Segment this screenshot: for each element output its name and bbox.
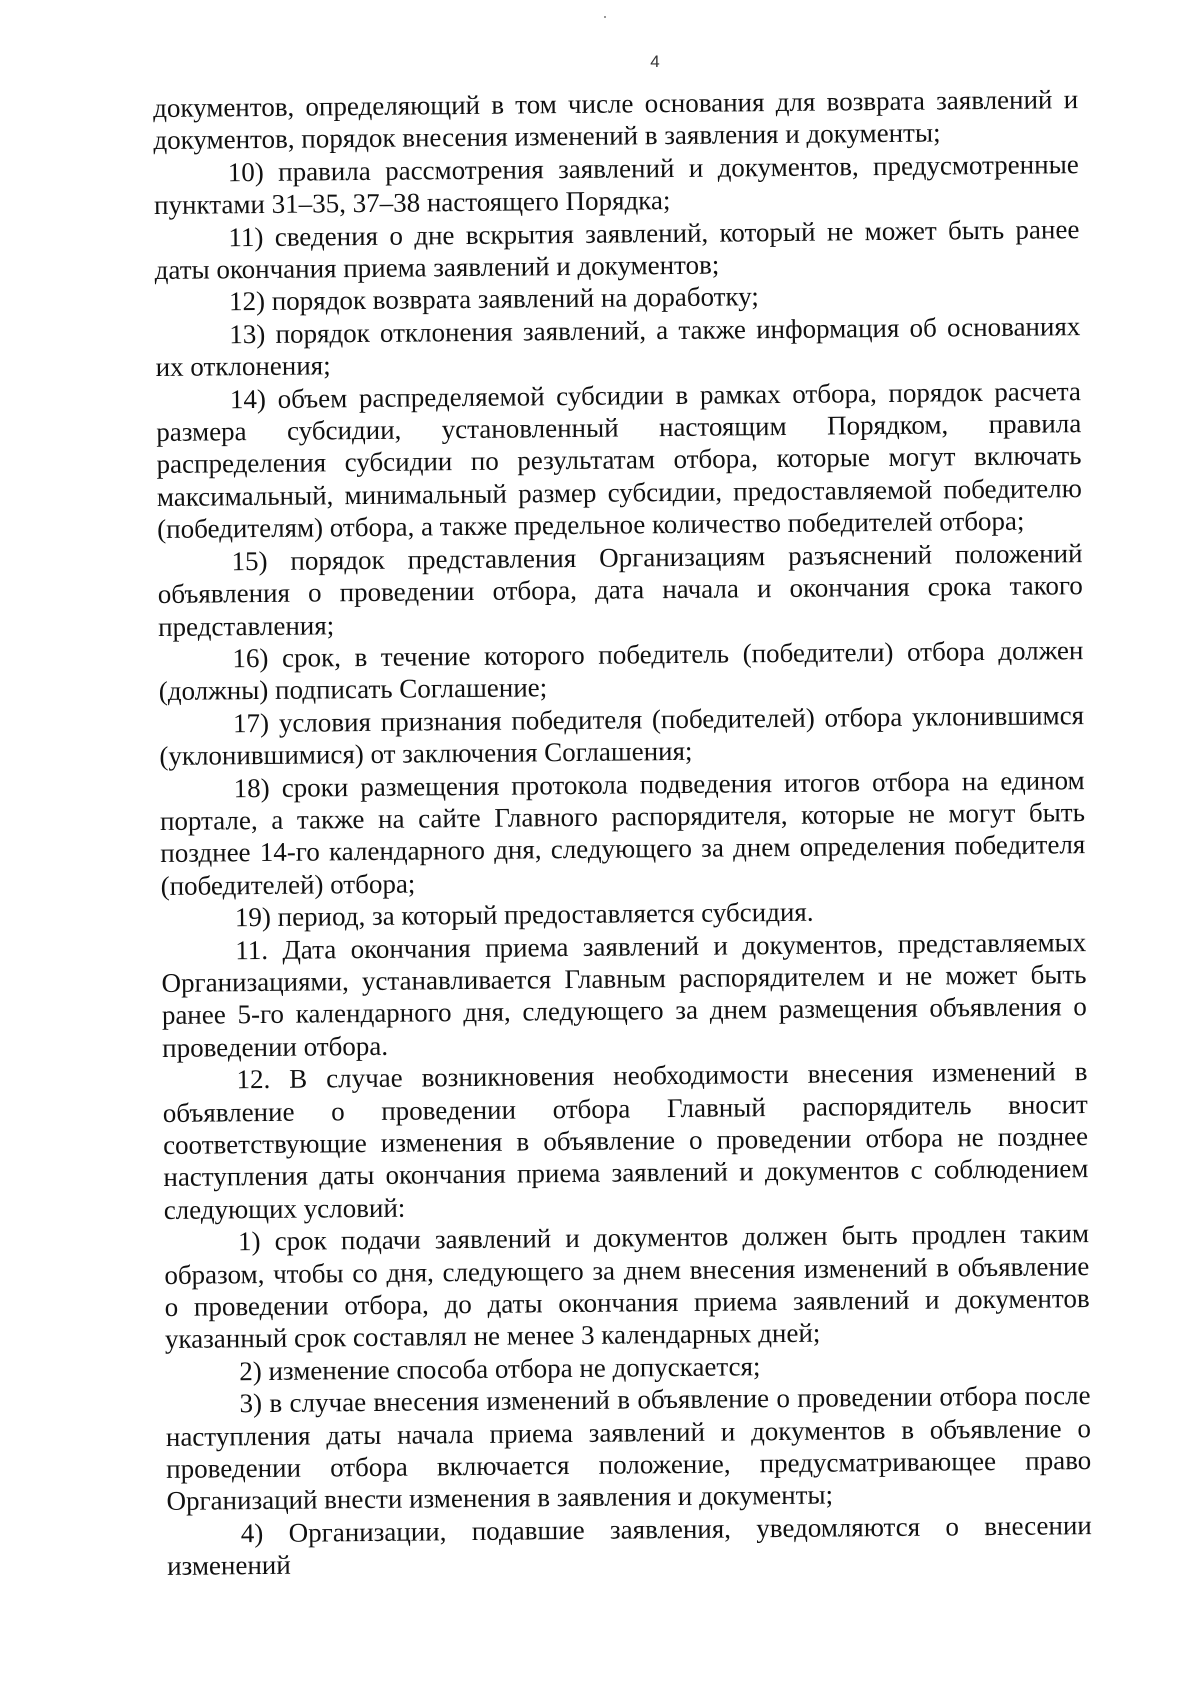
scan-speck	[604, 16, 606, 18]
list-item-19: 19) период, за который предоставляется субсидия.	[234, 896, 814, 933]
paragraph-continuation: документов, определяющий в том числе основания для возврата заявлений и документов, порядок внесения изменений в заявления и документы;	[153, 84, 1079, 156]
clause-11: 11. Дата окончания приема заявлений и документов, представляемых Организациями, устанавливается Главным распорядителем и не может быть ранее 5-го календарного дня, следующего за днем размещения объявления о проведении отбора.	[161, 926, 1087, 1063]
page-number: 4	[650, 52, 660, 71]
subitem-4: 4) Организации, подавшие заявления, уведомляются о внесении изменений	[167, 1509, 1092, 1582]
list-item-17: 17) условия признания победителя (победителей) отбора уклонившимся (уклонившимися) от заключения Соглашения;	[159, 699, 1085, 772]
subitem-2: 2) изменение способа отбора не допускается;	[239, 1351, 761, 1387]
list-item-16: 16) срок, в течение которого победитель (победители) отбора должен (должны) подписать Соглашение;	[158, 635, 1084, 707]
list-item-11: 11) сведения о дне вскрытия заявлений, который не может быть ранее даты окончания приема заявлений и документов;	[154, 213, 1080, 286]
list-item-14: 14) объем распределяемой субсидии в рамках отбора, порядок расчета размера субсидии, установленный настоящим Порядком, правила распределения субсидии по результатам отбора, которые могут включать максимальный, минимальный размер субсидии, предоставляемой победителю (победителям) отбора, а также предельное количество победителей отбора;	[156, 375, 1082, 545]
document-body	[153, 83, 1092, 1582]
list-item-12: 12) порядок возврата заявлений на доработку;	[228, 281, 759, 317]
list-item-15: 15) порядок представления Организациям разъяснений положений объявления о проведении отбора, дата начала и окончания срока такого представления;	[157, 537, 1083, 642]
subitem-1: 1) срок подачи заявлений и документов должен быть продлен таким образом, чтобы со дня, следующего за днем внесения изменений в объявление о проведении отбора, до даты окончания приема заявлений и документов указанный срок составлял не менее 3 календарных дней;	[164, 1218, 1090, 1355]
list-item-10: 10) правила рассмотрения заявлений и документов, предусмотренные пунктами 31–35, 37–38 настоящего Порядка;	[153, 148, 1079, 221]
list-item-18: 18) сроки размещения протокола подведения итогов отбора на едином портале, а также на сайте Главного распорядителя, которые не могут быть позднее 14-го календарного дня, следующего за днем определения победителя (победителей) отбора;	[159, 764, 1086, 901]
subitem-3: 3) в случае внесения изменений в объявление о проведении отбора после наступления даты начала приема заявлений и документов в объявление о проведении отбора включается положение, предусматривающее право Организаций внести изменения в заявления и документы;	[165, 1380, 1092, 1517]
clause-12: 12. В случае возникновения необходимости внесения изменений в объявление о проведении отбора Главный распорядитель вносит соответствующие изменения в объявление о проведении отбора не позднее наступления даты окончания приема заявлений и документов с соблюдением следующих условий:	[162, 1056, 1089, 1225]
list-item-13: 13) порядок отклонения заявлений, а также информация об основаниях их отклонения;	[155, 310, 1081, 383]
